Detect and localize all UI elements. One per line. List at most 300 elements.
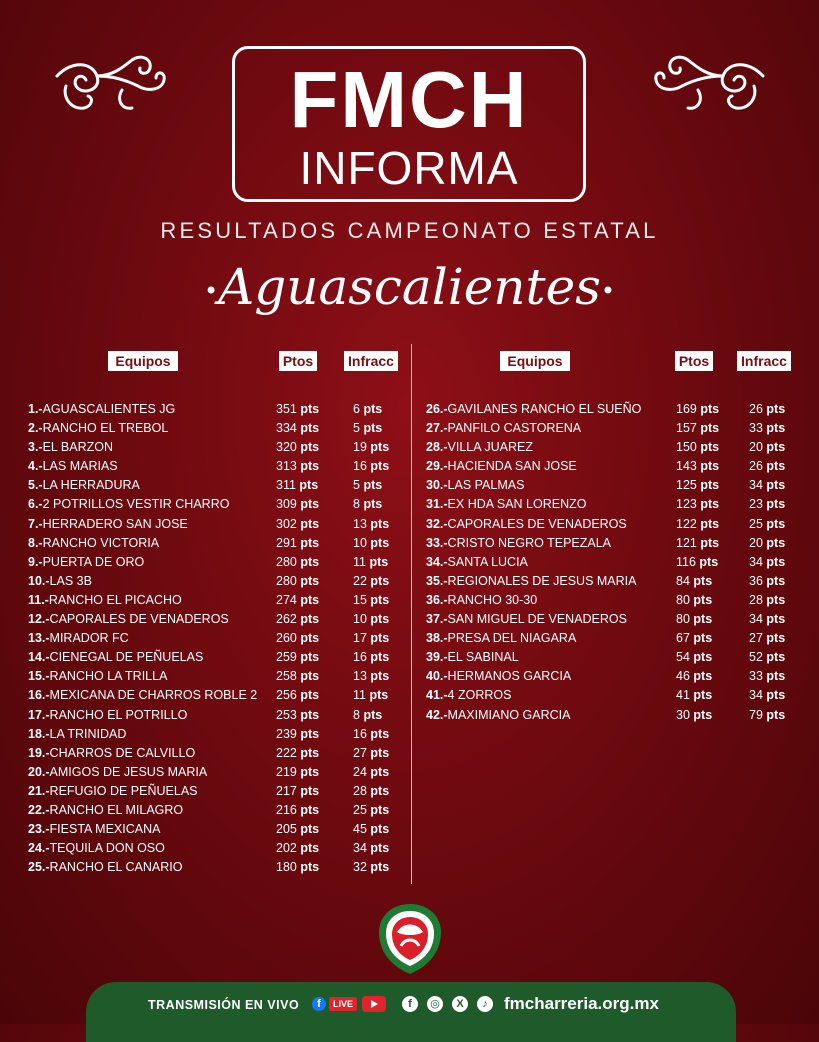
tiktok-icon[interactable]: ♪ (477, 996, 493, 1012)
result-row (28, 744, 408, 763)
points-number: 216 (276, 802, 297, 817)
infractions-number: 33 (749, 421, 763, 436)
result-row (426, 457, 816, 476)
points-number: 302 (276, 516, 297, 531)
points-value (676, 610, 712, 629)
points-value (276, 744, 319, 763)
infractions-number: 52 (749, 650, 763, 665)
rank-number: 27.- (426, 421, 448, 436)
live-badge: LIVE (329, 997, 357, 1011)
points-value (276, 725, 319, 744)
rank-number: 33.- (426, 535, 448, 550)
rank-number: 7.- (28, 516, 43, 531)
points-number: 202 (276, 841, 297, 856)
infractions-value (353, 648, 389, 667)
team-name (426, 515, 627, 534)
team-name (28, 553, 144, 572)
rank-number: 10.- (28, 573, 50, 588)
points-number: 205 (276, 822, 297, 837)
infractions-unit: pts (766, 688, 786, 703)
left-results-list (28, 400, 408, 877)
youtube-icon[interactable] (362, 996, 386, 1012)
infractions-unit: pts (370, 802, 390, 817)
infractions-unit: pts (370, 592, 390, 607)
points-number: 259 (276, 650, 297, 665)
infractions-value (353, 400, 382, 419)
infractions-value (749, 495, 785, 514)
points-unit: pts (300, 421, 320, 436)
team-name (28, 476, 140, 495)
team-name (28, 534, 159, 553)
points-number: 320 (276, 440, 297, 455)
points-number: 219 (276, 764, 297, 779)
infractions-value (353, 476, 382, 495)
infractions-unit: pts (370, 860, 390, 875)
points-unit: pts (700, 516, 720, 531)
team-name (28, 686, 257, 705)
infractions-value (353, 553, 388, 572)
points-value (276, 629, 319, 648)
infractions-value (749, 553, 785, 572)
points-unit: pts (300, 841, 320, 856)
result-row (28, 629, 408, 648)
points-value (276, 839, 319, 858)
points-unit: pts (300, 860, 320, 875)
infractions-unit: pts (766, 421, 786, 436)
team-label: PANFILO CASTORENA (447, 421, 582, 436)
points-unit: pts (693, 592, 713, 607)
result-row (28, 820, 408, 839)
points-unit: pts (300, 497, 320, 512)
rank-number: 21.- (28, 783, 50, 798)
team-name (426, 706, 570, 725)
infractions-value (749, 591, 785, 610)
result-row (28, 476, 408, 495)
rank-number: 35.- (426, 573, 448, 588)
infractions-unit: pts (766, 402, 786, 416)
header-title: FMCH (289, 55, 529, 144)
team-label: CAPORALES DE VENADEROS (447, 516, 627, 531)
infractions-unit: pts (363, 402, 383, 416)
result-row (28, 591, 408, 610)
team-name (28, 667, 167, 686)
infractions-unit: pts (766, 478, 786, 493)
points-number: 157 (676, 421, 697, 436)
points-value (276, 515, 319, 534)
points-unit: pts (700, 478, 720, 493)
points-unit: pts (700, 497, 720, 512)
rank-number: 40.- (426, 669, 448, 684)
infractions-number: 24 (353, 764, 367, 779)
result-row (426, 534, 816, 553)
infractions-number: 34 (749, 554, 763, 569)
rank-number: 2.- (28, 421, 43, 436)
infractions-number: 22 (353, 573, 367, 588)
points-number: 169 (676, 402, 697, 416)
infractions-number: 28 (749, 592, 763, 607)
points-value (276, 782, 319, 801)
points-number: 309 (276, 497, 297, 512)
result-row (426, 495, 816, 514)
result-row (28, 610, 408, 629)
result-row (28, 572, 408, 591)
right-dot-icon: • (600, 277, 616, 305)
points-value (676, 648, 712, 667)
infractions-value (749, 400, 785, 419)
points-number: 121 (676, 535, 697, 550)
rank-number: 17.- (28, 707, 50, 722)
points-number: 280 (276, 554, 297, 569)
team-label: RANCHO EL TREBOL (42, 421, 169, 436)
infractions-value (353, 725, 389, 744)
team-label: CAPORALES DE VENADEROS (49, 612, 229, 627)
infractions-unit: pts (370, 631, 390, 646)
infractions-number: 36 (749, 573, 763, 588)
team-name (426, 686, 511, 705)
infractions-number: 27 (749, 631, 763, 646)
infractions-number: 33 (749, 669, 763, 684)
facebook-icon[interactable]: f (402, 996, 418, 1012)
team-name (28, 763, 207, 782)
points-unit: pts (693, 612, 713, 627)
team-name (426, 648, 519, 667)
points-unit: pts (299, 478, 319, 493)
infractions-unit: pts (370, 573, 390, 588)
infractions-value (353, 744, 389, 763)
team-name (28, 572, 92, 591)
infractions-number: 13 (353, 669, 367, 684)
infractions-value (353, 820, 389, 839)
result-row (28, 667, 408, 686)
team-label: LAS PALMAS (447, 478, 525, 493)
rank-number: 14.- (28, 650, 50, 665)
points-number: 262 (276, 612, 297, 627)
infractions-number: 5 (353, 421, 360, 436)
team-name (426, 400, 641, 419)
team-name (28, 801, 183, 820)
infractions-number: 32 (353, 860, 367, 875)
rank-number: 30.- (426, 478, 448, 493)
team-name (426, 610, 627, 629)
left-header-team: Equipos (108, 351, 178, 371)
infractions-unit: pts (766, 707, 786, 722)
team-label: CHARROS DE CALVILLO (49, 745, 196, 760)
points-number: 116 (676, 554, 696, 569)
points-unit: pts (300, 535, 320, 550)
team-label: HERMANOS GARCIA (447, 669, 572, 684)
team-name (28, 400, 175, 419)
infractions-number: 19 (353, 440, 367, 455)
points-number: 143 (676, 459, 697, 474)
infractions-unit: pts (370, 726, 390, 741)
rank-number: 23.- (28, 822, 50, 837)
infractions-value (353, 419, 382, 438)
team-name (28, 495, 229, 514)
points-unit: pts (700, 440, 720, 455)
infractions-unit: pts (370, 745, 390, 760)
infractions-unit: pts (370, 764, 390, 779)
infractions-value (353, 515, 389, 534)
infractions-unit: pts (369, 554, 389, 569)
infractions-unit: pts (766, 440, 786, 455)
team-label: MEXICANA DE CHARROS ROBLE 2 (49, 688, 258, 703)
team-name (426, 534, 611, 553)
rank-number: 1.- (28, 402, 43, 416)
rank-number: 24.- (28, 841, 50, 856)
points-unit: pts (700, 421, 720, 436)
team-name (28, 610, 229, 629)
points-number: 253 (276, 707, 297, 722)
team-label: 2 POTRILLOS VESTIR CHARRO (42, 497, 230, 512)
infractions-unit: pts (766, 592, 786, 607)
points-value (676, 438, 719, 457)
infractions-value (749, 419, 785, 438)
points-unit: pts (300, 573, 320, 588)
points-number: 260 (276, 631, 297, 646)
infractions-value (749, 686, 785, 705)
infractions-number: 8 (353, 707, 360, 722)
rank-number: 22.- (28, 802, 50, 817)
team-label: MAXIMIANO GARCIA (447, 707, 571, 722)
points-value (276, 686, 319, 705)
result-row (28, 725, 408, 744)
website-link[interactable]: fmcharreria.org.mx (504, 994, 659, 1013)
points-unit: pts (300, 688, 320, 703)
team-name (426, 667, 571, 686)
points-value (276, 572, 319, 591)
rank-number: 37.- (426, 612, 448, 627)
team-label: RANCHO VICTORIA (42, 535, 160, 550)
x-icon[interactable]: X (452, 996, 468, 1012)
team-name (28, 591, 182, 610)
points-value (276, 801, 319, 820)
team-label: LAS 3B (49, 573, 92, 588)
infractions-value (353, 572, 389, 591)
points-number: 80 (676, 612, 690, 627)
points-unit: pts (300, 802, 320, 817)
points-unit: pts (300, 402, 320, 416)
rank-number: 20.- (28, 764, 50, 779)
rank-number: 9.- (28, 554, 43, 569)
points-value (276, 667, 319, 686)
infractions-value (749, 629, 785, 648)
infractions-unit: pts (370, 440, 390, 455)
instagram-icon[interactable]: ◎ (427, 996, 443, 1012)
points-value (276, 534, 319, 553)
points-unit: pts (300, 554, 320, 569)
infractions-value (749, 648, 785, 667)
points-number: 334 (276, 421, 297, 436)
points-value (676, 667, 712, 686)
points-unit: pts (300, 745, 320, 760)
infractions-value (353, 858, 389, 877)
points-unit: pts (300, 650, 320, 665)
team-name (426, 553, 528, 572)
team-label: EL BARZON (42, 440, 113, 455)
team-label: LA TRINIDAD (49, 726, 127, 741)
result-row (28, 782, 408, 801)
result-row (28, 801, 408, 820)
points-number: 67 (676, 631, 690, 646)
result-row (426, 591, 816, 610)
team-label: GAVILANES RANCHO EL SUEÑO (447, 402, 642, 416)
infractions-number: 11 (353, 688, 366, 703)
left-header-infractions: Infracc (344, 351, 398, 371)
points-value (276, 648, 319, 667)
rank-number: 16.- (28, 688, 50, 703)
points-value (676, 476, 719, 495)
infractions-value (749, 476, 785, 495)
infractions-unit: pts (766, 516, 786, 531)
infractions-unit: pts (370, 612, 390, 627)
team-label: EX HDA SAN LORENZO (447, 497, 587, 512)
result-row (28, 839, 408, 858)
rank-number: 18.- (28, 726, 50, 741)
points-value (676, 629, 712, 648)
infractions-unit: pts (363, 707, 383, 722)
infractions-unit: pts (370, 535, 390, 550)
points-number: 274 (276, 592, 297, 607)
infractions-number: 45 (353, 822, 367, 837)
team-label: RANCHO EL MILAGRO (49, 802, 184, 817)
infractions-value (353, 667, 389, 686)
team-label: MIRADOR FC (49, 631, 129, 646)
infractions-unit: pts (369, 688, 389, 703)
infractions-unit: pts (370, 516, 390, 531)
points-unit: pts (300, 631, 320, 646)
facebook-live-icon[interactable]: f (312, 997, 326, 1011)
infractions-number: 34 (353, 841, 367, 856)
rank-number: 25.- (28, 860, 50, 875)
points-unit: pts (300, 764, 320, 779)
infractions-value (749, 534, 785, 553)
points-value (276, 591, 319, 610)
infractions-value (353, 457, 389, 476)
points-value (676, 419, 719, 438)
rank-number: 34.- (426, 554, 448, 569)
points-unit: pts (300, 669, 320, 684)
header-box (232, 46, 586, 202)
points-value (276, 476, 318, 495)
result-row (426, 476, 816, 495)
points-unit: pts (300, 726, 320, 741)
rank-number: 41.- (426, 688, 448, 703)
state-name: Aguascalientes (218, 258, 601, 316)
points-number: 123 (676, 497, 697, 512)
team-label: CRISTO NEGRO TEPEZALA (447, 535, 612, 550)
infractions-value (749, 667, 785, 686)
team-name (28, 725, 126, 744)
infractions-value (749, 572, 785, 591)
result-row (28, 686, 408, 705)
points-number: 280 (276, 573, 297, 588)
infractions-value (749, 515, 785, 534)
points-unit: pts (700, 535, 720, 550)
points-unit: pts (300, 592, 320, 607)
team-name (28, 744, 195, 763)
state-title (0, 252, 819, 326)
points-number: 30 (676, 707, 690, 722)
column-divider (411, 344, 412, 884)
federation-logo-icon (377, 902, 443, 976)
rank-number: 19.- (28, 745, 50, 760)
rank-number: 12.- (28, 612, 50, 627)
result-row (28, 419, 408, 438)
rank-number: 32.- (426, 516, 448, 531)
infractions-value (749, 706, 785, 725)
result-row (426, 686, 816, 705)
infractions-unit: pts (370, 783, 390, 798)
points-unit: pts (693, 573, 713, 588)
infractions-unit: pts (766, 669, 786, 684)
points-number: 122 (676, 516, 697, 531)
points-value (276, 400, 319, 419)
infractions-unit: pts (363, 497, 383, 512)
result-row (28, 763, 408, 782)
points-unit: pts (300, 612, 320, 627)
points-number: 258 (276, 669, 297, 684)
infractions-unit: pts (766, 650, 786, 665)
points-number: 84 (676, 573, 690, 588)
team-name (28, 858, 182, 877)
team-label: REFUGIO DE PEÑUELAS (49, 783, 198, 798)
infractions-number: 16 (353, 459, 367, 474)
team-name (28, 820, 160, 839)
points-value (676, 591, 712, 610)
points-value (276, 610, 319, 629)
points-unit: pts (700, 402, 720, 416)
infractions-number: 17 (353, 631, 367, 646)
team-name (28, 515, 188, 534)
team-name (426, 572, 636, 591)
infractions-number: 16 (353, 726, 367, 741)
points-unit: pts (300, 783, 320, 798)
rank-number: 13.- (28, 631, 50, 646)
points-unit: pts (693, 650, 713, 665)
points-value (676, 495, 719, 514)
infractions-value (749, 610, 785, 629)
points-value (276, 706, 319, 725)
team-name (28, 706, 187, 725)
rank-number: 3.- (28, 440, 43, 455)
result-row (28, 706, 408, 725)
team-name (426, 438, 533, 457)
rank-number: 15.- (28, 669, 50, 684)
infractions-value (353, 686, 388, 705)
result-row (28, 858, 408, 877)
points-value (276, 457, 319, 476)
infractions-value (353, 591, 389, 610)
infractions-unit: pts (766, 554, 786, 569)
infractions-unit: pts (363, 421, 383, 436)
infractions-value (353, 495, 382, 514)
points-unit: pts (693, 669, 713, 684)
team-label: 4 ZORROS (447, 688, 512, 703)
infractions-unit: pts (370, 841, 390, 856)
rank-number: 29.- (426, 459, 448, 474)
infractions-value (749, 457, 785, 476)
rank-number: 6.- (28, 497, 43, 512)
rank-number: 8.- (28, 535, 43, 550)
infractions-number: 16 (353, 650, 367, 665)
points-unit: pts (693, 631, 713, 646)
points-unit: pts (300, 516, 320, 531)
result-row (426, 553, 816, 572)
points-value (676, 457, 719, 476)
points-value (676, 553, 718, 572)
points-value (276, 438, 319, 457)
infractions-number: 26 (749, 459, 763, 474)
